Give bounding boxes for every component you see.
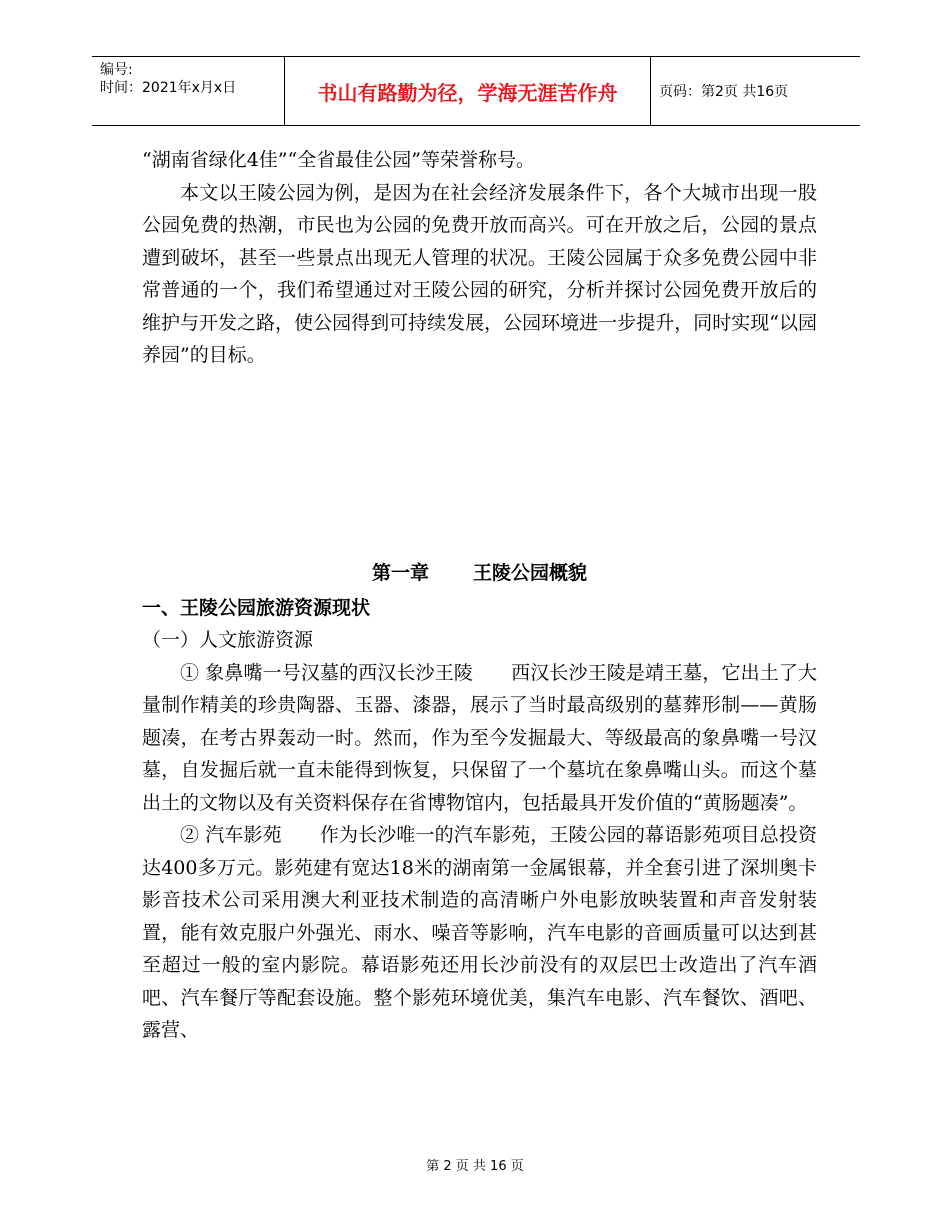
subsection-heading: （一）人文旅游资源 [142,629,314,651]
paragraph-honors: “湖南省绿化4佳”“全省最佳公园”等荣誉称号。 [142,149,535,171]
page-header [92,56,860,126]
item2-text: 作为长沙唯一的汽车影苑，王陵公园的幕语影苑项目总投资达400多万元。影苑建有宽达18米的湖南第一金属银幕，并全套引进了深圳奥卡影音技术公司采用澳大利亚技术制造的高清晰户外电影放映装置和声音发射装置，能有效克服户外强光、雨水、噪音等影响，汽车电影的音画质量可以达到甚至超过一般的室内影院。幕语影苑还用长沙前没有的双层巴士改造出了汽车酒吧、汽车餐厅等配套设施。整个影苑环境优美，集汽车电影、汽车餐饮、酒吧、露营、 [142,824,817,1041]
chapter-number: 第一章 [371,562,429,584]
chapter-title [142,558,817,585]
paragraph-drive-in [142,819,817,1047]
paragraph-han-tomb [142,657,817,820]
document-number-label: 编号: [100,62,133,78]
page-footer: 第 2 页 共 16 页 [426,1159,524,1174]
section-content [142,592,817,1047]
document-time: 时间：2021年x月x日 [100,80,237,96]
section-heading: 一、王陵公园旅游资源现状 [142,597,371,619]
item2-title: ② 汽车影苑 [180,824,282,846]
chapter-name: 王陵公园概貌 [473,562,588,584]
item1-title: ① 象鼻嘴一号汉墓的西汉长沙王陵 [180,661,474,684]
intro-text [142,144,817,372]
item1-text: 西汉长沙王陵是靖王墓，它出土了大量制作精美的珍贵陶器、玉器、漆器，展示了当时最高级别的墓葬形制——黄肠题凑，在考古界轰动一时。然而，作为至今发掘最大、等级最高的象鼻嘴一号汉墓，自发掘后就一直未能得到恢复，只保留了一个墓坑在象鼻嘴山头。而这个墓出土的文物以及有关资料保存在省博物馆内，包括最具开发价值的“黄肠题凑”。 [142,661,817,814]
header-motto: 书山有路勤为径，学海无涯苦作舟 [285,57,651,125]
paragraph-purpose: 本文以王陵公园为例，是因为在社会经济发展条件下，各个大城市出现一股公园免费的热潮，市民也为公园的免费开放而高兴。可在开放之后，公园的景点遭到破坏，甚至一些景点出现无人管理的状况。王陵公园属于众多免费公园中非常普通的一个，我们希望通过对王陵公园的研究，分析并探讨公园免费开放后的维护与开发之路，使公园得到可持续发展，公园环境进一步提升，同时实现“以园养园”的目标。 [142,181,817,366]
header-page-info: 页码：第2页 共16页 [659,84,789,100]
header-meta [92,57,285,125]
